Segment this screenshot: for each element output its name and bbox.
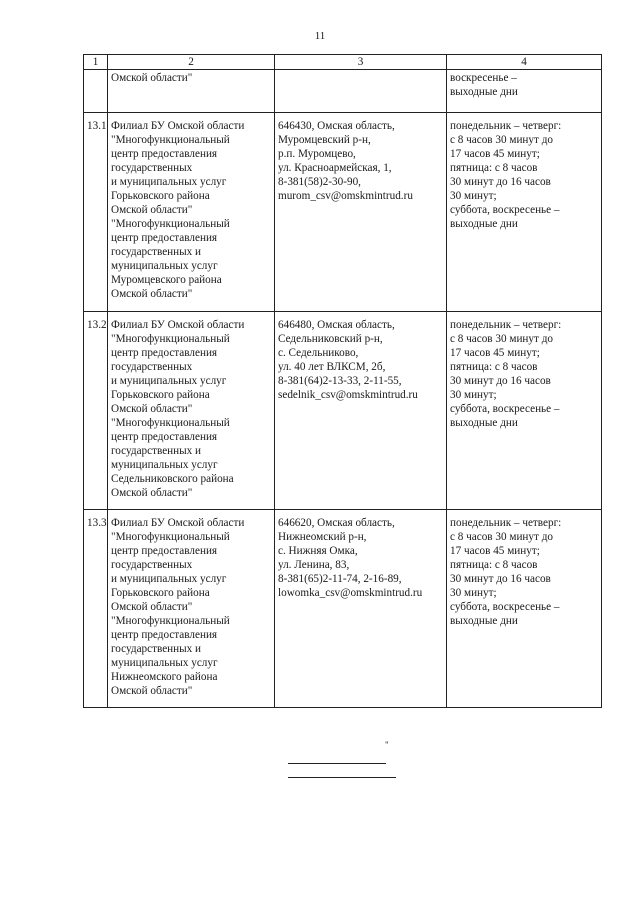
cell-line: и муниципальных услуг	[111, 573, 227, 585]
cell-line: Муромцевский р-н,	[278, 134, 371, 146]
cell-line: государственных и	[111, 643, 202, 655]
cell-line: "Многофункциональный	[111, 333, 230, 345]
cell-line: "Многофункциональный	[111, 615, 230, 627]
branches-table	[83, 54, 602, 708]
cell-line: Горьковского района	[111, 587, 210, 599]
cell-line: Нижнеомский р-н,	[278, 531, 367, 543]
cell-line: 17 часов 45 минут;	[450, 545, 540, 557]
branch-address-cell	[275, 312, 447, 510]
row-number-cell: 13.2	[84, 312, 108, 510]
branch-address-cell	[275, 510, 447, 708]
cell-line: Омской области"	[111, 204, 193, 216]
cell-line: понедельник – четверг:	[450, 319, 562, 331]
cell-line: воскресенье –	[450, 72, 517, 84]
continued-hours-cell	[447, 70, 602, 113]
column-header-3: 3	[275, 55, 447, 70]
branch-address-cell	[275, 113, 447, 312]
cell-line: 17 часов 45 минут;	[450, 148, 540, 160]
table-row	[84, 113, 602, 312]
cell-line: Филиал БУ Омской области	[111, 517, 245, 529]
cell-line: государственных	[111, 559, 193, 571]
cell-line: и муниципальных услуг	[111, 375, 227, 387]
cell-line: понедельник – четверг:	[450, 120, 562, 132]
branch-name-cell	[108, 113, 275, 312]
cell-line: центр предоставления	[111, 232, 218, 244]
cell-line: Филиал БУ Омской области	[111, 120, 245, 132]
cell-line: муниципальных услуг	[111, 260, 218, 272]
branch-name-cell	[108, 312, 275, 510]
cell-line: "Многофункциональный	[111, 417, 230, 429]
cell-line: выходные дни	[450, 86, 518, 98]
cell-line: Муромцевского района	[111, 274, 222, 286]
continued-address-cell	[275, 70, 447, 113]
cell-line: ул. Ленина, 83,	[278, 559, 350, 571]
cell-line: Омской области"	[111, 487, 193, 499]
cell-line: Омской области"	[111, 288, 193, 300]
footer-rule	[288, 763, 386, 764]
cell-line: государственных	[111, 162, 193, 174]
cell-line: Горьковского района	[111, 190, 210, 202]
cell-line: Омской области"	[111, 403, 193, 415]
cell-line: sedelnik_csv@omskmintrud.ru	[278, 389, 418, 401]
closing-quote-mark: "	[385, 740, 389, 750]
cell-line: "Многофункциональный	[111, 218, 230, 230]
cell-line: Седельниковский р-н,	[278, 333, 383, 345]
cell-line: с. Седельниково,	[278, 347, 359, 359]
continued-num-cell	[84, 70, 108, 113]
cell-line: 30 минут;	[450, 587, 497, 599]
cell-line: с 8 часов 30 минут до	[450, 531, 553, 543]
branch-hours-cell	[447, 312, 602, 510]
cell-line: пятница: с 8 часов	[450, 361, 538, 373]
table-row	[84, 510, 602, 708]
table-row	[84, 312, 602, 510]
cell-line: центр предоставления	[111, 629, 218, 641]
continued-row	[84, 70, 602, 113]
cell-line: р.п. Муромцево,	[278, 148, 356, 160]
cell-line: и муниципальных услуг	[111, 176, 227, 188]
branch-hours-cell	[447, 510, 602, 708]
cell-line: Филиал БУ Омской области	[111, 319, 245, 331]
header-row	[84, 55, 602, 70]
cell-line: пятница: с 8 часов	[450, 162, 538, 174]
cell-line: центр предоставления	[111, 347, 218, 359]
cell-line: центр предоставления	[111, 431, 218, 443]
cell-line: Омской области"	[111, 601, 193, 613]
cell-line: суббота, воскресенье –	[450, 204, 560, 216]
cell-line: муниципальных услуг	[111, 459, 218, 471]
cell-line: государственных и	[111, 246, 202, 258]
cell-line: 30 минут до 16 часов	[450, 176, 551, 188]
page-number: 11	[314, 30, 326, 42]
cell-line: 646430, Омская область,	[278, 120, 395, 132]
cell-line: суббота, воскресенье –	[450, 403, 560, 415]
cell-line: 8-381(65)2-11-74, 2-16-89,	[278, 573, 402, 585]
cell-line: 8-381(64)2-13-33, 2-11-55,	[278, 375, 402, 387]
cell-line: выходные дни	[450, 615, 518, 627]
cell-line: с 8 часов 30 минут до	[450, 333, 553, 345]
cell-line: суббота, воскресенье –	[450, 601, 560, 613]
cell-line: Омской области"	[111, 72, 193, 84]
cell-line: ул. 40 лет ВЛКСМ, 2б,	[278, 361, 386, 373]
cell-line: 646620, Омская область,	[278, 517, 395, 529]
row-number-cell: 13.1	[84, 113, 108, 312]
cell-line: пятница: с 8 часов	[450, 559, 538, 571]
cell-line: lowomka_csv@omskmintrud.ru	[278, 587, 423, 599]
cell-line: Седельниковского района	[111, 473, 234, 485]
footer-rule	[288, 777, 396, 778]
cell-line: центр предоставления	[111, 545, 218, 557]
cell-line: murom_csv@omskmintrud.ru	[278, 190, 413, 202]
cell-line: Горьковского района	[111, 389, 210, 401]
cell-line: 646480, Омская область,	[278, 319, 395, 331]
cell-line: государственных	[111, 361, 193, 373]
continued-name-cell	[108, 70, 275, 113]
cell-line: Нижнеомского района	[111, 671, 218, 683]
row-number-cell: 13.3	[84, 510, 108, 708]
cell-line: центр предоставления	[111, 148, 218, 160]
cell-line: 30 минут до 16 часов	[450, 375, 551, 387]
cell-line: 30 минут;	[450, 389, 497, 401]
cell-line: 30 минут до 16 часов	[450, 573, 551, 585]
cell-line: 17 часов 45 минут;	[450, 347, 540, 359]
cell-line: муниципальных услуг	[111, 657, 218, 669]
cell-line: 30 минут;	[450, 190, 497, 202]
cell-line: выходные дни	[450, 218, 518, 230]
cell-line: "Многофункциональный	[111, 531, 230, 543]
cell-line: понедельник – четверг:	[450, 517, 562, 529]
cell-line: 8-381(58)2-30-90,	[278, 176, 361, 188]
cell-line: Омской области"	[111, 685, 193, 697]
cell-line: с 8 часов 30 минут до	[450, 134, 553, 146]
cell-line: "Многофункциональный	[111, 134, 230, 146]
cell-line: с. Нижняя Омка,	[278, 545, 358, 557]
column-header-4: 4	[447, 55, 602, 70]
column-header-1: 1	[84, 55, 108, 70]
column-header-2: 2	[108, 55, 275, 70]
branch-hours-cell	[447, 113, 602, 312]
cell-line: выходные дни	[450, 417, 518, 429]
cell-line: ул. Красноармейская, 1,	[278, 162, 392, 174]
cell-line: государственных и	[111, 445, 202, 457]
branch-name-cell	[108, 510, 275, 708]
